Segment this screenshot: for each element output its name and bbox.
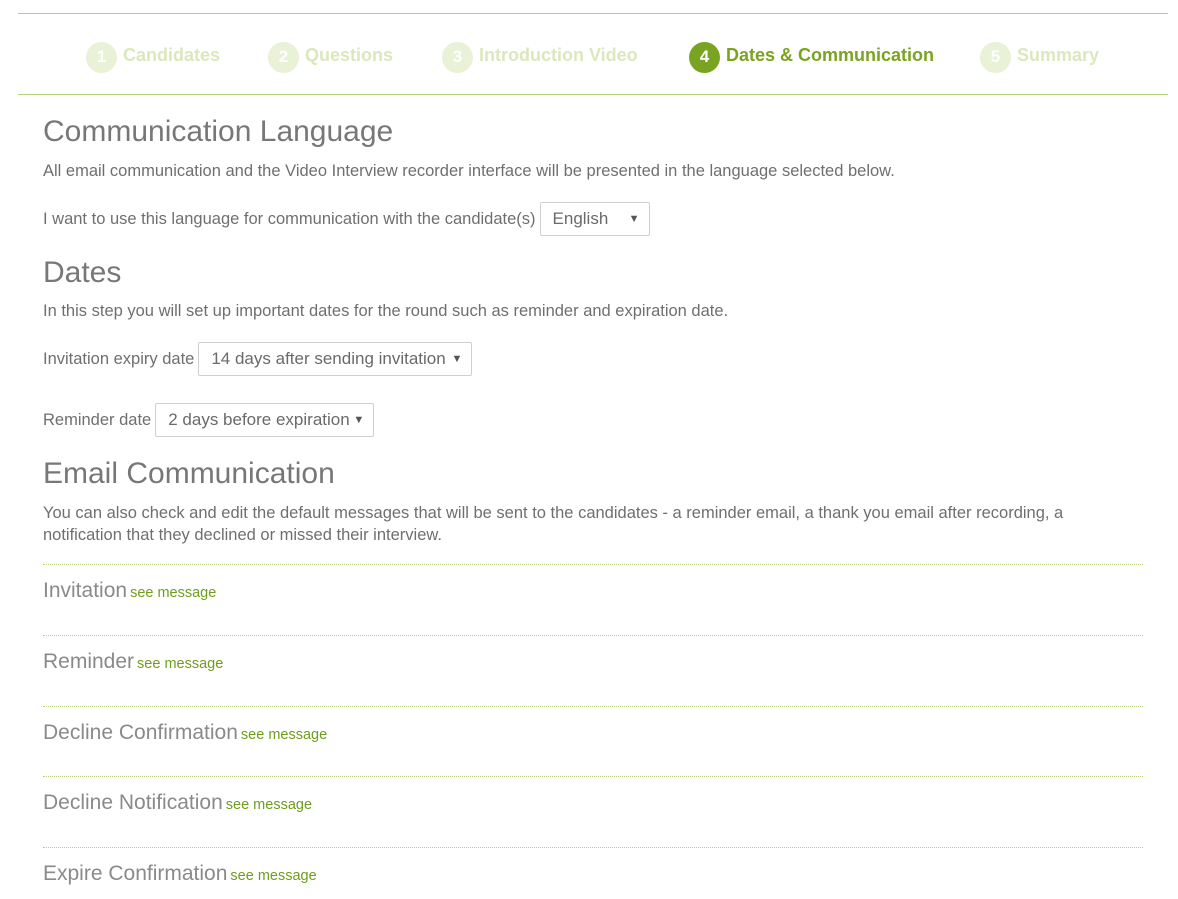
step-candidates[interactable] [86, 39, 220, 71]
wizard-stepper [18, 13, 1168, 95]
see-message-link[interactable]: see message [225, 797, 313, 813]
email-item-invitation [43, 564, 1143, 635]
email-item-title: Invitation [43, 579, 128, 602]
expiry-row [43, 342, 472, 376]
step-summary[interactable] [980, 39, 1099, 71]
email-item-reminder [43, 635, 1143, 706]
see-message-link[interactable]: see message [230, 868, 317, 884]
reminder-label: Reminder date [43, 410, 152, 429]
reminder-selected-value: 2 days before expiration [168, 410, 350, 429]
step-label: Summary [1017, 44, 1100, 65]
language-row [43, 202, 650, 236]
email-item-title: Decline Confirmation [43, 721, 238, 744]
caret-down-icon: ▼ [353, 413, 365, 426]
email-communication-description: You can also check and edit the default messages that will be sent to the candidates - a reminder email, a thank you email after recording, a notification that they declined or missed their interview. [43, 504, 1064, 544]
language-select[interactable] [540, 202, 650, 236]
expiry-label: Invitation expiry date [43, 349, 195, 368]
email-item-expire-confirmation [43, 847, 1143, 899]
language-selected-value: English [552, 209, 609, 228]
caret-down-icon: ▼ [628, 212, 640, 225]
reminder-row [43, 403, 374, 437]
step-dates-communication[interactable] [689, 39, 934, 71]
see-message-link[interactable]: see message [137, 656, 224, 672]
step-introduction-video[interactable] [442, 39, 638, 71]
reminder-select[interactable] [155, 403, 374, 437]
email-item-decline-notification [43, 776, 1143, 847]
step-label: Dates & Communication [726, 44, 935, 65]
email-item-title: Expire Confirmation [43, 862, 228, 885]
dates-description: In this step you will set up important dates for the round such as reminder and expiration date. [43, 302, 729, 320]
email-item-decline-confirmation [43, 706, 1143, 777]
dates-heading: Dates [43, 256, 122, 289]
step-number: 4 [689, 42, 720, 73]
step-number: 2 [268, 42, 299, 73]
step-number: 3 [442, 42, 473, 73]
email-item-title: Decline Notification [43, 791, 223, 814]
email-item-title: Reminder [43, 650, 135, 673]
communication-language-description: All email communication and the Video Interview recorder interface will be presented in the language selected below. [43, 162, 895, 180]
step-number: 5 [980, 42, 1011, 73]
see-message-link[interactable]: see message [240, 727, 328, 743]
step-label: Questions [305, 44, 394, 65]
step-questions[interactable] [268, 39, 393, 71]
caret-down-icon: ▼ [451, 352, 463, 365]
step-number: 1 [86, 42, 117, 73]
step-label: Introduction Video [479, 44, 638, 65]
email-communication-heading: Email Communication [43, 457, 335, 490]
language-label: I want to use this language for communication with the candidate(s) [43, 209, 536, 228]
communication-language-heading: Communication Language [43, 115, 394, 148]
expiry-select[interactable] [198, 342, 472, 376]
expiry-selected-value: 14 days after sending invitation [211, 349, 446, 368]
see-message-link[interactable]: see message [130, 585, 217, 601]
step-label: Candidates [123, 44, 221, 65]
